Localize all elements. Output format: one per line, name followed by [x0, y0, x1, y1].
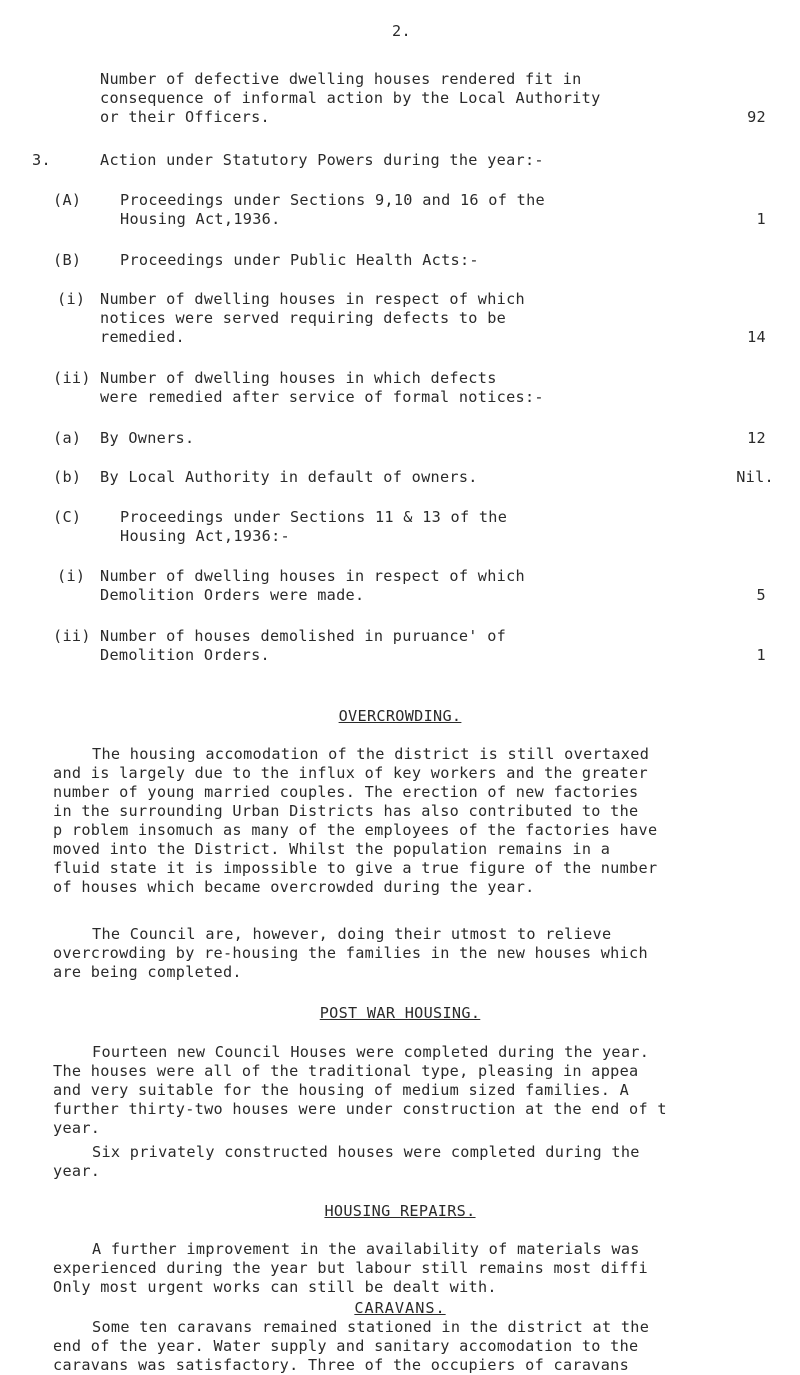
overcrowding-paragraph-2 [53, 925, 788, 982]
item-a-value: 1 [756, 210, 766, 228]
item-authority-value: Nil. [736, 468, 774, 486]
paragraph-line: number of young married couples. The erection of new factories [53, 783, 639, 801]
paragraph-line: experienced during the year but labour still remains most diffi [53, 1259, 648, 1277]
item-a-label: (A) [53, 191, 82, 209]
item-a-line: Housing Act,1936. [120, 210, 281, 228]
intro-line: or their Officers. [100, 108, 270, 126]
item-b-i-text [100, 290, 525, 347]
item-b-i-value: 14 [747, 328, 766, 346]
paragraph-line: moved into the District. Whilst the population remains in a [53, 840, 611, 858]
post-war-paragraph-2 [53, 1143, 788, 1181]
item-b-i-label: (i) [57, 290, 86, 308]
item-c-ii-text [100, 627, 506, 665]
paragraph-line: Some ten caravans remained stationed in the district at the [92, 1318, 650, 1336]
paragraph-line: and is largely due to the influx of key workers and the greater [53, 764, 648, 782]
paragraph-line: p roblem insomuch as many of the employees of the factories have [53, 821, 658, 839]
item-c-ii-line: Demolition Orders. [100, 646, 270, 664]
paragraph-line: year. [53, 1162, 101, 1180]
section3-title: Action under Statutory Powers during the year:- [100, 151, 544, 169]
item-b-title: Proceedings under Public Health Acts:- [120, 251, 479, 269]
item-c-text [120, 508, 507, 546]
paragraph-line: The houses were all of the traditional type, pleasing in appea [53, 1062, 639, 1080]
item-c-i-value: 5 [756, 586, 766, 604]
repairs-heading: HOUSING REPAIRS. [324, 1202, 476, 1220]
item-b-ii-label: (ii) [53, 369, 91, 387]
overcrowding-paragraph-1 [53, 745, 788, 897]
item-owners-value: 12 [747, 429, 766, 447]
item-a-text [120, 191, 545, 229]
item-b-i-line: notices were served requiring defects to be [100, 309, 507, 327]
item-c-ii-line: Number of houses demolished in puruance' of [100, 627, 507, 645]
paragraph-line: Fourteen new Council Houses were completed during the year. [92, 1043, 650, 1061]
paragraph-line: of houses which became overcrowded during the year. [53, 878, 535, 896]
paragraph-line: and very suitable for the housing of medium sized families. A [53, 1081, 630, 1099]
intro-line: consequence of informal action by the Local Authority [100, 89, 601, 107]
overcrowding-heading: OVERCROWDING. [338, 707, 462, 725]
item-c-i-line: Number of dwelling houses in respect of which [100, 567, 525, 585]
repairs-paragraph-1 [53, 1240, 788, 1297]
item-a-line: Proceedings under Sections 9,10 and 16 of the [120, 191, 545, 209]
item-c-ii-value: 1 [756, 646, 766, 664]
paragraph-line: overcrowding by re-housing the families in the new houses which [53, 944, 648, 962]
item-authority-text: By Local Authority in default of owners. [100, 468, 478, 486]
item-c-line: Proceedings under Sections 11 & 13 of the [120, 508, 508, 526]
paragraph-line: further thirty-two houses were under construction at the end of t [53, 1100, 667, 1118]
item-owners-label: (a) [53, 429, 82, 447]
paragraph-line: The housing accomodation of the district is still overtaxed [92, 745, 650, 763]
intro-text [100, 70, 601, 127]
item-b-ii-text [100, 369, 544, 407]
item-owners-text: By Owners. [100, 429, 195, 447]
paragraph-line: are being completed. [53, 963, 242, 981]
item-c-label: (C) [53, 508, 82, 526]
paragraph-line: A further improvement in the availability of materials was [92, 1240, 640, 1258]
intro-line: Number of defective dwelling houses rendered fit in [100, 70, 582, 88]
caravans-paragraph-1 [53, 1318, 788, 1375]
paragraph-line: end of the year. Water supply and sanitary accomodation to the [53, 1337, 639, 1355]
paragraph-line: Only most urgent works can still be dealt with. [53, 1278, 497, 1296]
item-c-ii-label: (ii) [53, 627, 91, 645]
item-b-i-line: remedied. [100, 328, 185, 346]
paragraph-line: fluid state it is impossible to give a true figure of the number [53, 859, 658, 877]
item-b-label: (B) [53, 251, 82, 269]
intro-value: 92 [747, 108, 766, 126]
item-b-ii-line: Number of dwelling houses in which defects [100, 369, 497, 387]
item-c-i-label: (i) [57, 567, 86, 585]
item-b-i-line: Number of dwelling houses in respect of which [100, 290, 525, 308]
post-war-heading: POST WAR HOUSING. [319, 1004, 481, 1022]
post-war-paragraph-1 [53, 1043, 788, 1138]
item-authority-label: (b) [53, 468, 82, 486]
item-b-ii-line: were remedied after service of formal notices:- [100, 388, 544, 406]
paragraph-line: caravans was satisfactory. Three of the occupiers of caravans [53, 1356, 630, 1374]
item-c-i-text [100, 567, 525, 605]
item-c-i-line: Demolition Orders were made. [100, 586, 365, 604]
paragraph-line: Six privately constructed houses were completed during the [92, 1143, 640, 1161]
page-number: 2. [392, 22, 411, 40]
paragraph-line: year. [53, 1119, 101, 1137]
caravans-heading: CARAVANS. [354, 1299, 446, 1317]
section3-label: 3. [32, 151, 51, 169]
paragraph-line: The Council are, however, doing their utmost to relieve [92, 925, 612, 943]
paragraph-line: in the surrounding Urban Districts has also contributed to the [53, 802, 639, 820]
item-c-line: Housing Act,1936:- [120, 527, 290, 545]
